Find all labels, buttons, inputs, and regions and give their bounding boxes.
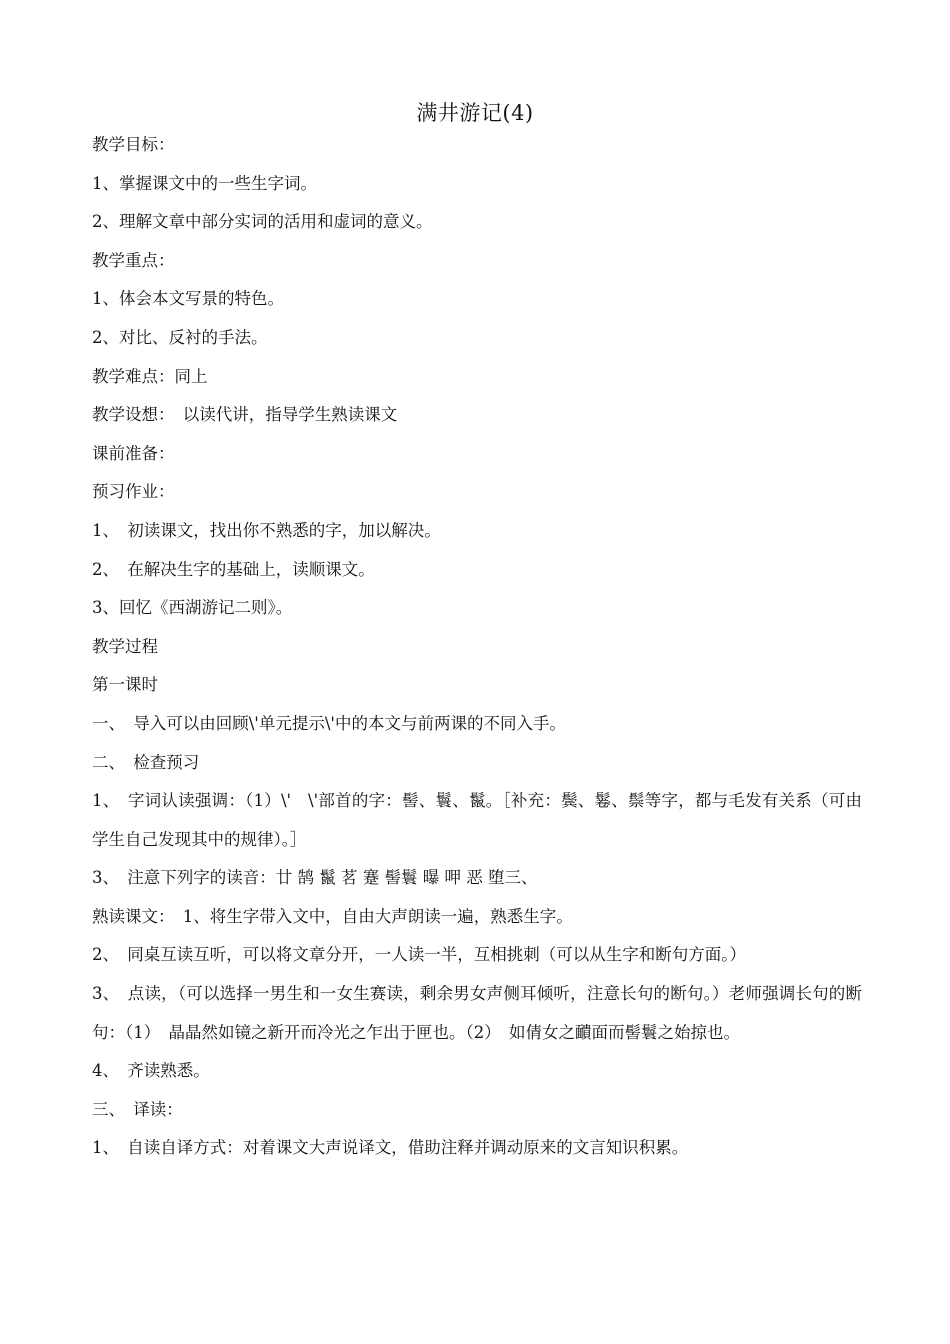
process-step-intro: 一、 导入可以由回顾\'单元提示\'中的本文与前两课的不同入手。 [92, 713, 566, 733]
lesson-heading-first: 第一课时 [92, 675, 158, 695]
difficulty-line: 教学难点：同上 [92, 366, 208, 386]
section-heading-process: 教学过程 [92, 636, 158, 656]
section-heading-homework: 预习作业： [92, 482, 175, 502]
teaching-idea-line: 教学设想： 以读代讲，指导学生熟读课文 [92, 405, 398, 425]
goal-item-1: 1、掌握课文中的一些生字词。 [92, 173, 317, 193]
reading-line-4: 4、 齐读熟悉。 [92, 1061, 210, 1081]
process-step-translate: 三、 译读： [92, 1099, 183, 1119]
key-point-item-1: 1、体会本文写景的特色。 [92, 289, 284, 309]
goal-item-2: 2、理解文章中部分实词的活用和虚词的意义。 [92, 212, 433, 232]
pronunciation-line: 3、 注意下列字的读音：廿 鹄 鬣 茗 蹇 髻鬟 曝 呷 恶 堕三、 [92, 868, 538, 888]
section-heading-key-points: 教学重点： [92, 250, 175, 270]
process-step-check: 二、 检查预习 [92, 752, 200, 772]
reading-line-1: 熟读课文： 1、将生字带入文中，自由大声朗读一遍，熟悉生字。 [92, 906, 573, 926]
key-point-item-2: 2、对比、反衬的手法。 [92, 327, 268, 347]
homework-item-1: 1、 初读课文，找出你不熟悉的字，加以解决。 [92, 520, 441, 540]
reading-line-2: 2、 同桌互读互听，可以将文章分开，一人读一半，互相挑刺（可以从生字和断句方面。） [92, 945, 746, 965]
translate-item-1: 1、 自读自译方式：对着课文大声说译文，借助注释并调动原来的文言知识积累。 [92, 1138, 689, 1158]
page-title: 满井游记(4) [416, 101, 534, 125]
paragraph-radicals: 1、 字词认读强调：（1）\' \'部首的字：髻、鬟、鬣。［补充：鬓、鬈、鬃等字，都与毛发有关系（可由学生自己发现其中的规律）。］ [92, 791, 862, 849]
homework-item-3: 3、回忆《西湖游记二则》。 [92, 598, 293, 618]
homework-item-2: 2、 在解决生字的基础上，读顺课文。 [92, 559, 375, 579]
document-body [92, 126, 862, 1168]
section-heading-goals: 教学目标： [92, 135, 175, 154]
section-heading-preparation: 课前准备： [92, 443, 175, 463]
paragraph-diandu: 3、 点读，（可以选择一男生和一女生赛读，剩余男女声侧耳倾听，注意长句的断句。）老师强调长句的断句：（1） 晶晶然如镜之新开而冷光之乍出于匣也。（2） 如倩女之靧面而髻鬟之始掠也。 [92, 984, 862, 1042]
